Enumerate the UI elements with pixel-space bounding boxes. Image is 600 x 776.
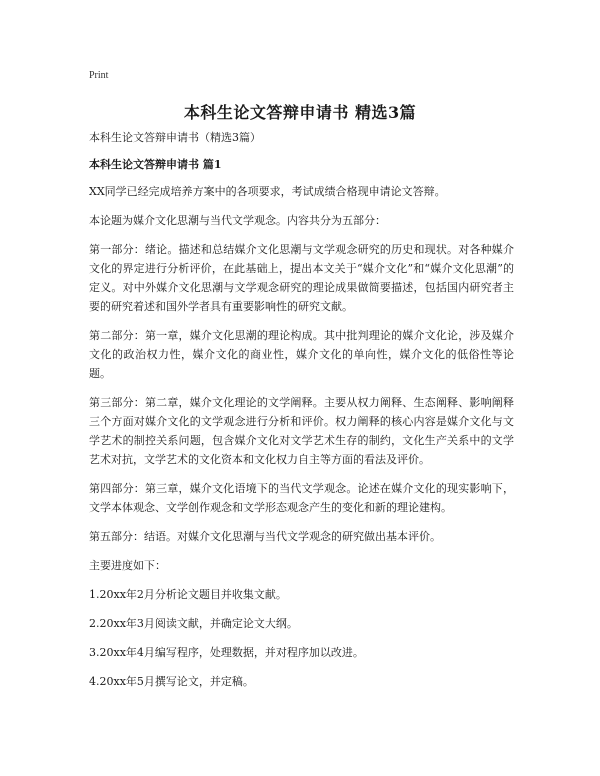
- paragraph-part-three: 第三部分：第二章，媒介文化理论的文学阐释。主要从权力阐释、生态阐释、影响阐释三个方面对媒介文化的文学观念进行分析和评价。权力阐释的核心内容是媒介文化与文学艺术的制控关系问题，包含媒介文化对文学艺术生存的制约，文化生产关系中的文学艺术对抗，文学艺术的文化资本和文化权力自主等方面的看法及评价。: [89, 396, 514, 466]
- paragraph-part-two: 第二部分：第一章，媒介文化思潮的理论构成。其中批判理论的媒介文化论，涉及媒介文化的政治权力性，媒介文化的商业性，媒介文化的单向性，媒介文化的低俗性等论题。: [89, 329, 514, 380]
- list-item: 1.20xx年2月分析论文题目并收集文献。: [89, 588, 287, 601]
- section-heading: 本科生论文答辩申请书 篇1: [89, 158, 222, 171]
- paragraph-topic: 本论题为媒介文化思潮与当代文学观念。内容共分为五部分：: [89, 214, 386, 227]
- print-label: Print: [89, 70, 109, 81]
- list-item: 4.20xx年5月撰写论文，并定稿。: [89, 675, 254, 688]
- paragraph-progress-heading: 主要进度如下：: [89, 559, 166, 572]
- document-body: [89, 128, 514, 701]
- document-title: 本科生论文答辩申请书 精选3篇: [183, 103, 417, 122]
- paragraph-part-five: 第五部分：结语。对媒介文化思潮与当代文学观念的研究做出基本评价。: [89, 530, 441, 543]
- list-item: 2.20xx年3月阅读文献，并确定论文大纲。: [89, 617, 298, 630]
- paragraph-application: XX同学已经完成培养方案中的各项要求，考试成绩合格现申请论文答辩。: [89, 185, 446, 198]
- paragraph-part-one: 第一部分：绪论。描述和总结媒介文化思潮与文学观念研究的历史和现状。对各种媒介文化的界定进行分析评价，在此基础上，提出本文关于“媒介文化”和“媒介文化思潮”的定义。对中外媒介文化思潮与文学观念研究的理论成果做简要描述，包括国内研究者主要的研究着述和国外学者具有重要影响性的研究文献。: [89, 243, 514, 313]
- list-item: 3.20xx年4月编写程序，处理数据，并对程序加以改进。: [89, 646, 364, 659]
- paragraph-part-four: 第四部分：第三章，媒介文化语境下的当代文学观念。论述在媒介文化的现实影响下，文学本体观念、文学创作观念和文学形态观念产生的变化和新的理论建构。: [89, 482, 514, 514]
- document-subtitle: 本科生论文答辩申请书（精选3篇）: [89, 131, 261, 144]
